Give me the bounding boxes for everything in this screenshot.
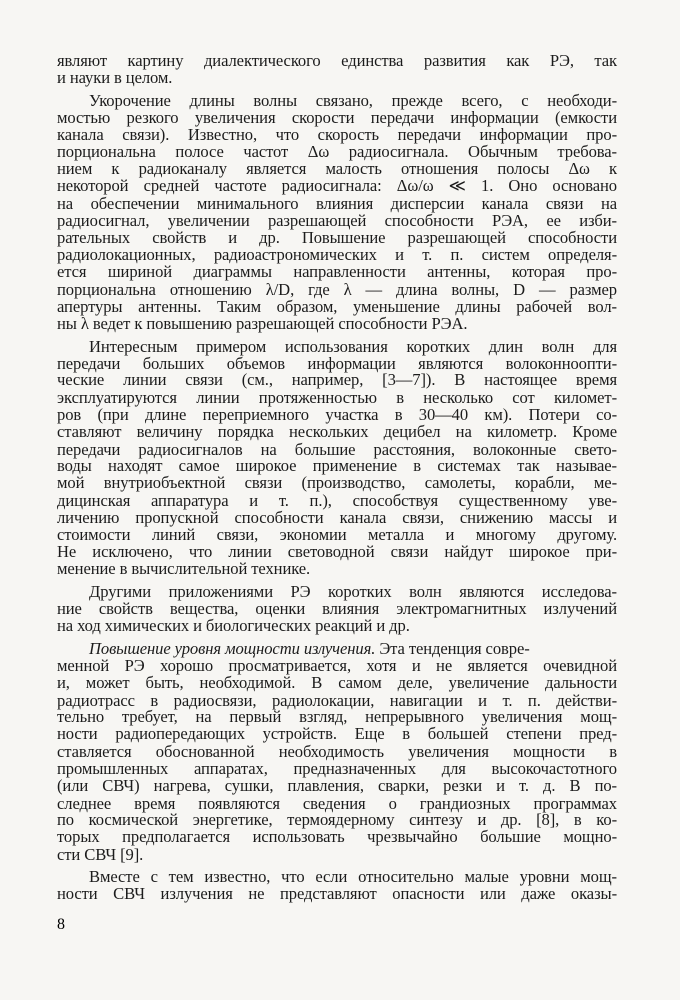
text-line: являют картину диалектического единства развития как РЭ, так [57,51,617,70]
text-line: порциональна отношению λ/D, где λ — длина волны, D — размер [57,280,617,299]
heading-continuation: Эта тенденция совре- [379,639,530,658]
text-line: Не исключено, что линии световодной связи найдут широкое при- [57,542,617,561]
text-line: Укорочение длины волны связано, прежде всего, с необходи- [89,91,617,110]
text-line: менной РЭ хорошо просматривается, хотя и не является очевидной [57,656,617,675]
text-line: Вместе с тем известно, что если относительно малые уровни мощ- [89,867,617,886]
text-line: передачи больших объемов информации являются волоконноопти- [57,354,617,373]
text-line: тельно требует, на первый взгляд, непрерывного увеличения мощ- [57,707,617,726]
text-line: ров (при длине переприемного участка в 30—40 км). Потери со- [57,405,617,424]
text-line: порциональна полосе частот Δω радиосигнала. Обычным требова- [57,142,617,161]
text-line: апертуры антенны. Таким образом, уменьшение длины рабочей вол- [57,297,617,316]
text-line: на ход химических и биологических реакций и др. [57,616,410,635]
text-line: эксплуатируются линии протяженностью в несколько сот километ- [57,388,617,407]
text-line: ны λ ведет к повышению разрешающей способности РЭА. [57,314,468,333]
section-heading: Повышение уровня мощности излучения. [89,639,376,658]
text-line: ности радиопередающих устройств. Еще в большей степени пред- [57,724,617,743]
text-line: сти СВЧ [9]. [57,845,144,864]
text-line: ности СВЧ излучения не представляют опасности или даже оказы- [57,884,617,903]
text-line: менение в вычислительной технике. [57,559,311,578]
text-line: на обеспечении минимального влияния дисперсии канала связи на [57,194,617,213]
text-line: ставляется обоснованной необходимость увеличения мощности в [57,742,617,761]
text-line: и науки в целом. [57,68,173,87]
text-line: ние свойств вещества, оценки влияния электромагнитных излучений [57,599,617,618]
text-line: личению пропускной способности канала связи, снижению массы и [57,508,617,527]
text-line: по космической энергетике, термоядерному синтезу и др. [8], в ко- [57,810,617,829]
page-number: 8 [57,916,65,933]
text-line: ется шириной диаграммы направленности антенны, которая про- [57,262,617,281]
text-line: некоторой средней частоте радиосигнала: Δω/ω ≪ 1. Оно основано [57,176,617,195]
text-line: передачи радиосигналов на большие расстояния, волоконные свето- [57,440,617,459]
text-line: ставляют величину порядка нескольких децибел на километр. Кроме [57,422,617,441]
text-line: следнее время появляются сведения о грандиозных программах [57,794,617,813]
text-line: ческие линии связи (см., например, [3—7]). В настоящее время [57,370,617,389]
text-line: нием к радиоканалу является малость отношения полосы Δω к [57,159,617,178]
text-line: радиосигнал, увеличении разрешающей способности РЭА, ее изби- [57,211,617,230]
text-line: мой внутриобъектной связи (производство, самолеты, корабли, ме- [57,473,617,492]
text-line: Другими приложениями РЭ коротких волн являются исследова- [89,582,617,601]
text-line: промышленных аппаратах, предназначенных для высокочастотного [57,759,617,778]
text-line: канала связи). Известно, что скорость передачи информации про- [57,125,617,144]
text-line: Интересным примером использования коротких длин волн для [89,337,617,356]
text-line: рательных свойств и др. Повышение разрешающей способности [57,228,617,247]
text-line: и, может быть, необходимой. В самом деле, увеличение дальности [57,673,617,692]
text-line: дицинская аппаратура и т. п.), способствуя существенному уве- [57,491,617,510]
text-line: торых предполагается использовать чрезвычайно большие мощно- [57,827,617,846]
text-line: (или СВЧ) нагрева, сушки, плавления, сварки, резки и т. д. В по- [57,776,617,795]
text-line: радиотрасс в радиосвязи, радиолокации, навигации и т. п. действи- [57,691,617,710]
text-line: радиолокационных, радиоастрономических и т. п. систем определя- [57,245,617,264]
text-line: стоимости линий связи, экономии металла и многому другому. [57,525,617,544]
text-line: воды находят самое широкое применение в системах так называе- [57,456,617,475]
text-line: мостью резкого увеличения скорости передачи информации (емкости [57,108,617,127]
